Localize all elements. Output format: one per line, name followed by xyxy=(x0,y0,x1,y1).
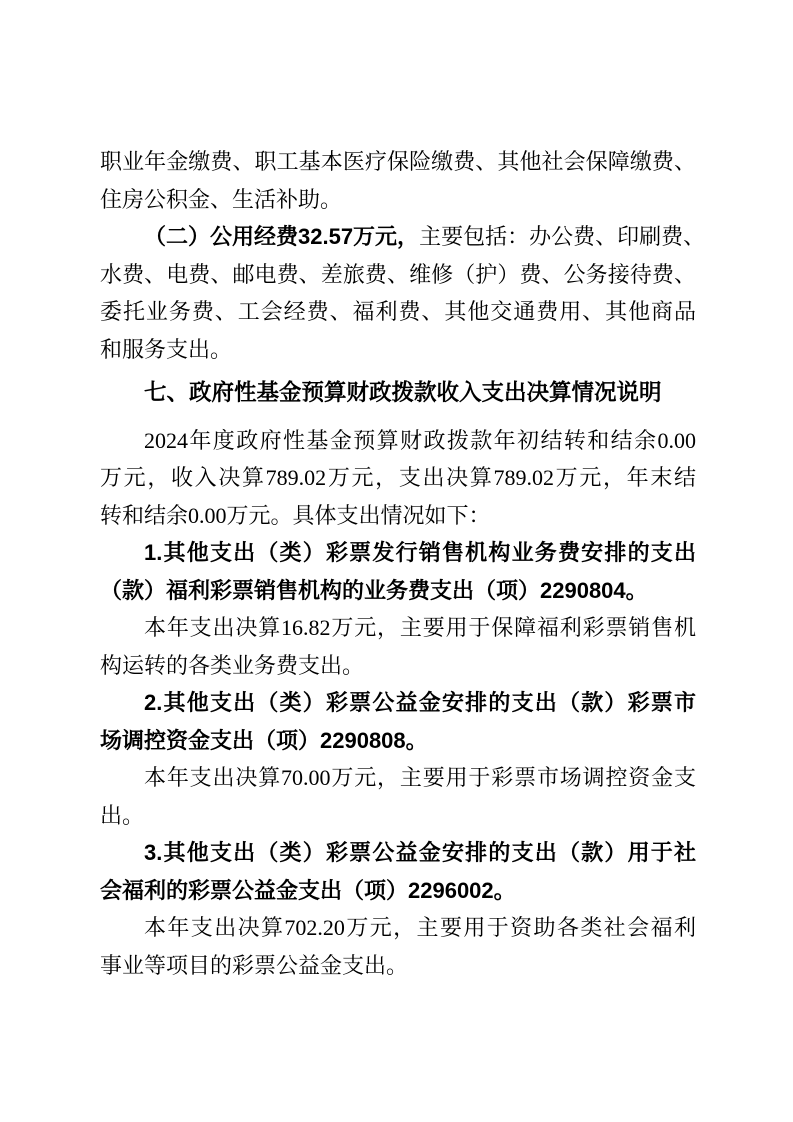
item-1-heading-line xyxy=(100,572,696,610)
text-run: 和服务支出。 xyxy=(100,336,233,362)
text-line xyxy=(100,909,696,947)
text-line xyxy=(100,143,696,181)
text-line xyxy=(100,947,696,985)
item-2-heading-line xyxy=(100,722,696,760)
document-body xyxy=(100,143,706,984)
item-title-run: 1.其他支出（类）彩票发行销售机构业务费安排的支出 xyxy=(144,540,696,565)
text-run: 本年支出决算702.20万元，主要用于资助各类社会福利 xyxy=(144,915,696,940)
text-run: 职业年金缴费、职工基本医疗保险缴费、其他社会保障缴费、 xyxy=(100,149,696,174)
item-title-run: 场调控资金支出（项）2290808。 xyxy=(100,727,428,753)
text-run: 本年支出决算70.00万元，主要用于彩票市场调控资金支 xyxy=(144,765,696,790)
text-run: 构运转的各类业务费支出。 xyxy=(100,652,365,678)
text-run: 出。 xyxy=(100,802,145,828)
item-title-run: 2.其他支出（类）彩票公益金安排的支出（款）彩票市 xyxy=(144,690,696,715)
text-run: 主要包括：办公费、印刷费、 xyxy=(419,224,706,249)
subsection-title-run: （二）公用经费32.57万元， xyxy=(144,224,420,249)
text-run: 万元，收入决算789.02万元，支出决算789.02万元，年末结 xyxy=(100,465,696,490)
text-line xyxy=(100,459,696,497)
item-3-heading-line xyxy=(100,834,696,872)
text-run: 转和结余0.00万元。具体支出情况如下： xyxy=(100,502,491,528)
text-line xyxy=(100,256,696,294)
text-line xyxy=(100,422,696,460)
text-run: 本年支出决算16.82万元，主要用于保障福利彩票销售机 xyxy=(144,615,696,640)
text-line xyxy=(100,497,696,535)
text-line xyxy=(100,181,696,219)
text-line xyxy=(100,331,696,369)
item-title-run: 3.其他支出（类）彩票公益金安排的支出（款）用于社 xyxy=(144,840,696,865)
text-line xyxy=(100,797,696,835)
text-line xyxy=(100,609,696,647)
section-heading-text: 七、政府性基金预算财政拨款收入支出决算情况说明 xyxy=(144,380,662,405)
section-heading xyxy=(100,374,696,412)
item-title-run: （款）福利彩票销售机构的业务费支出（项）2290804。 xyxy=(100,577,648,603)
text-line xyxy=(100,759,696,797)
text-run: 住房公积金、生活补助。 xyxy=(100,186,343,212)
item-1-heading-line xyxy=(100,534,696,572)
text-run: 水费、电费、邮电费、差旅费、维修（护）费、公务接待费、 xyxy=(100,261,696,287)
text-line xyxy=(100,647,696,685)
text-line xyxy=(100,293,696,331)
item-title-run: 会福利的彩票公益金支出（项）2296002。 xyxy=(100,877,516,903)
text-run: 委托业务费、工会经费、福利费、其他交通费用、其他商品 xyxy=(100,299,696,324)
text-run: 事业等项目的彩票公益金支出。 xyxy=(100,952,409,978)
item-2-heading-line xyxy=(100,684,696,722)
text-line xyxy=(100,218,706,256)
item-3-heading-line xyxy=(100,872,696,910)
text-run: 2024年度政府性基金预算财政拨款年初结转和结余0.00 xyxy=(144,427,696,453)
